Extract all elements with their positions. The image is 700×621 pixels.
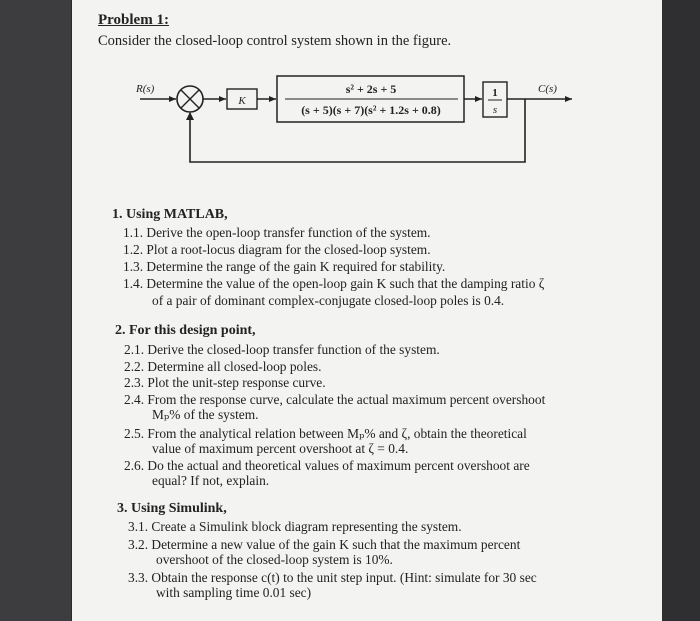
section-1-title: 1. Using MATLAB, bbox=[112, 207, 228, 222]
item-1-4-cont: of a pair of dominant complex-conjugate closed-loop poles is 0.4. bbox=[152, 293, 505, 308]
item-2-4: 2.4. From the response curve, calculate the actual maximum percent overshoot bbox=[124, 392, 546, 407]
plant-numerator: s² + 2s + 5 bbox=[345, 82, 397, 96]
item-2-3: 2.3. Plot the unit-step response curve. bbox=[124, 375, 326, 390]
item-2-4-cont: Mₚ% of the system. bbox=[152, 407, 259, 422]
item-3-3: 3.3. Obtain the response c(t) to the unit step input. (Hint: simulate for 30 sec bbox=[128, 570, 537, 585]
output-label: C(s) bbox=[538, 83, 557, 95]
section-3-title: 3. Using Simulink, bbox=[117, 501, 227, 516]
block-diagram bbox=[0, 0, 700, 200]
gain-label: K bbox=[238, 95, 246, 107]
item-2-5: 2.5. From the analytical relation between Mₚ% and ζ, obtain the theoretical bbox=[124, 426, 527, 441]
section-2-title: 2. For this design point, bbox=[115, 323, 256, 338]
item-2-6: 2.6. Do the actual and theoretical values of maximum percent overshoot are bbox=[124, 458, 530, 473]
item-3-1: 3.1. Create a Simulink block diagram representing the system. bbox=[128, 519, 462, 534]
item-2-2: 2.2. Determine all closed-loop poles. bbox=[124, 359, 322, 374]
integrator-numerator: 1 bbox=[492, 87, 498, 99]
problem-title: Problem 1: bbox=[98, 12, 169, 28]
item-1-2: 1.2. Plot a root-locus diagram for the closed-loop system. bbox=[123, 242, 431, 257]
item-2-1: 2.1. Derive the closed-loop transfer function of the system. bbox=[124, 342, 440, 357]
summing-junction bbox=[177, 86, 203, 112]
item-3-3-cont: with sampling time 0.01 sec) bbox=[156, 585, 312, 600]
integrator-denominator: s bbox=[492, 104, 498, 116]
problem-intro: Consider the closed-loop control system shown in the figure. bbox=[98, 33, 452, 49]
item-2-5-cont: value of maximum percent overshoot at ζ = 0.4. bbox=[152, 441, 409, 456]
item-1-3: 1.3. Determine the range of the gain K required for stability. bbox=[123, 259, 446, 274]
feedback-arrowhead bbox=[186, 112, 194, 120]
item-3-2: 3.2. Determine a new value of the gain K such that the maximum percent bbox=[128, 537, 521, 552]
item-2-6-cont: equal? If not, explain. bbox=[152, 473, 270, 488]
item-1-4: 1.4. Determine the value of the open-loop gain K such that the damping ratio ζ bbox=[123, 276, 545, 291]
item-3-2-cont: overshoot of the closed-loop system is 10%. bbox=[156, 552, 393, 567]
plant-denominator: (s + 5)(s + 7)(s² + 1.2s + 0.8) bbox=[301, 103, 441, 117]
input-label: R(s) bbox=[136, 83, 155, 95]
item-1-1: 1.1. Derive the open-loop transfer function of the system. bbox=[123, 225, 431, 240]
